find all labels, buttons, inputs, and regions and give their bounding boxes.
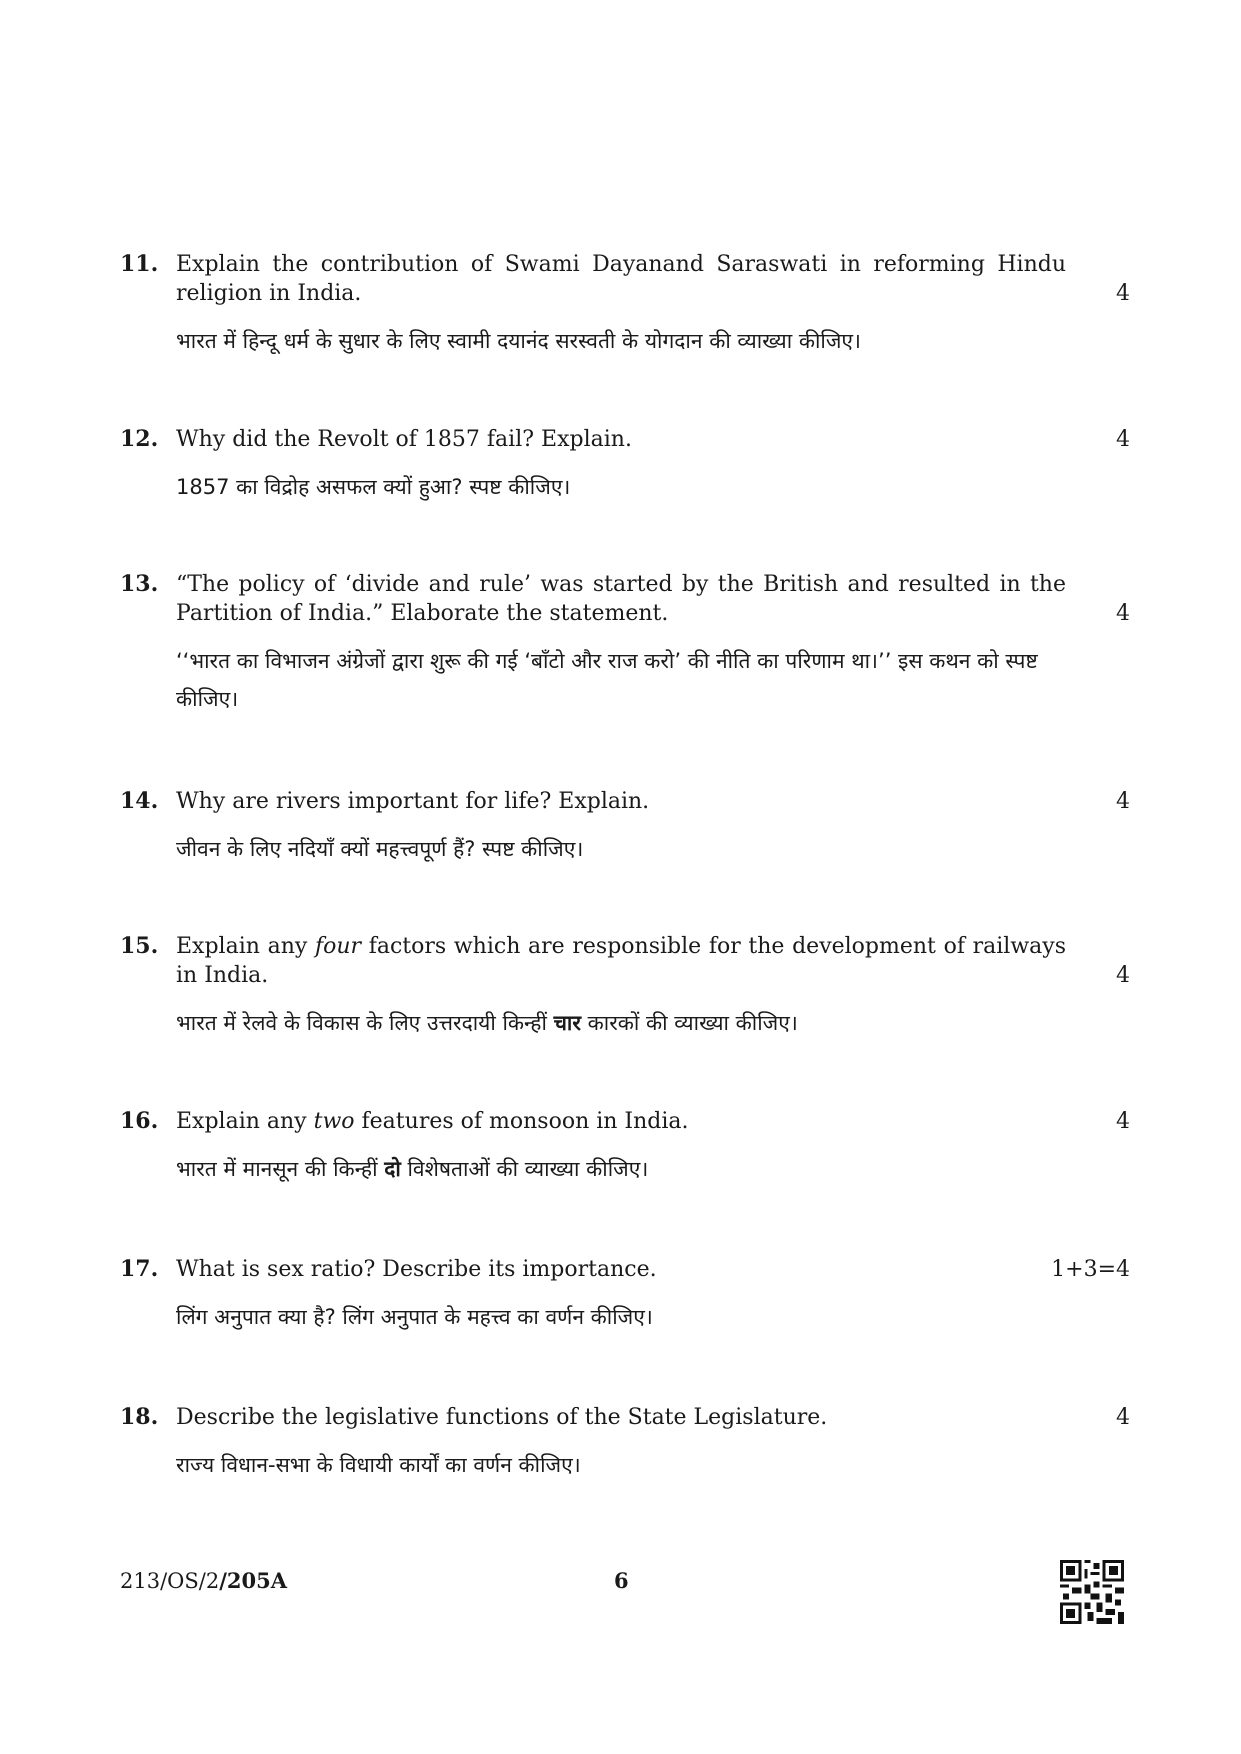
question-number: 13. [120,571,159,597]
question-15 [120,932,1130,1042]
paper-code [120,1568,287,1593]
question-marks: 4 [1116,601,1130,626]
question-hindi-text: 1857 का विद्रोह असफल क्यों हुआ? स्पष्ट कीजिए। [176,475,571,499]
question-text: Describe the legislative functions of the State Legislature. [176,1405,828,1430]
question-text: Why did the Revolt of 1857 fail? Explain. [176,427,632,452]
question-14 [120,787,1130,868]
question-text-part: features of monsoon in India. [354,1109,689,1134]
question-text: Explain the contribution of Swami Dayanand Saraswati in reforming Hindu religion in India. [176,252,1066,306]
page-footer [120,1560,1130,1600]
question-text [176,1107,1066,1136]
question-marks: 4 [1116,1109,1130,1134]
question-text: What is sex ratio? Describe its importance. [176,1257,657,1282]
question-marks: 4 [1116,963,1130,988]
question-number: 12. [120,426,159,452]
question-marks: 4 [1116,281,1130,306]
question-marks: 1+3=4 [1051,1257,1130,1282]
paper-code-prefix: 213/OS/2 [120,1569,220,1593]
question-hindi-text: भारत में हिन्दू धर्म के सुधार के लिए स्वामी दयानंद सरस्वती के योगदान की व्याख्या कीजिए। [176,329,861,353]
hindi-text-part: विशेषताओं की व्याख्या कीजिए। [400,1157,649,1181]
question-marks: 4 [1116,427,1130,452]
question-hindi-text: जीवन के लिए नदियाँ क्यों महत्त्वपूर्ण हैं? स्पष्ट कीजिए। [176,837,584,861]
question-18 [120,1403,1130,1484]
question-hindi-text [176,1150,1096,1188]
hindi-text-part: कारकों की व्याख्या कीजिए। [580,1011,798,1035]
question-17 [120,1255,1130,1336]
question-text-part: Explain any [176,934,315,959]
question-16 [120,1107,1130,1188]
question-number: 16. [120,1108,159,1134]
question-hindi-text [176,1004,1096,1042]
question-marks: 4 [1116,1405,1130,1430]
hindi-text-part: भारत में रेलवे के विकास के लिए उत्तरदायी किन्हीं [176,1011,554,1035]
question-13 [120,570,1130,718]
qr-code-icon [1060,1560,1124,1624]
question-number: 14. [120,788,159,814]
hindi-text-part: भारत में मानसून की किन्हीं [176,1157,385,1181]
question-text-part: factors which are responsible for the development of railways in India. [176,934,1066,988]
hindi-text-emphasis: दो [384,1157,401,1181]
question-text: Why are rivers important for life? Explain. [176,789,650,814]
paper-code-suffix: /205A [219,1568,288,1593]
question-hindi-text: ‘‘भारत का विभाजन अंग्रेजों द्वारा शुरू की गई ‘बाँटो और राज करो’ की नीति का परिणाम था।’’ इस कथन को स्पष्ट कीजिए। [176,649,1038,711]
question-text-emphasis: four [314,934,362,959]
question-number: 17. [120,1256,159,1282]
question-text-emphasis: two [313,1109,355,1134]
question-hindi-text: राज्य विधान-सभा के विधायी कार्यों का वर्णन कीजिए। [176,1453,581,1477]
question-text-part: Explain any [176,1109,314,1134]
question-number: 15. [120,933,159,959]
question-11 [120,250,1130,360]
question-number: 11. [120,251,159,277]
question-text [176,932,1066,990]
question-12 [120,425,1130,506]
question-number: 18. [120,1404,159,1430]
question-marks: 4 [1116,789,1130,814]
question-hindi-text: लिंग अनुपात क्या है? लिंग अनुपात के महत्त्व का वर्णन कीजिए। [176,1305,653,1329]
page-number: 6 [614,1568,629,1593]
hindi-text-emphasis: चार [553,1011,581,1035]
question-text: “The policy of ‘divide and rule’ was started by the British and resulted in the Partition of India.” Elaborate the statement. [176,572,1066,626]
